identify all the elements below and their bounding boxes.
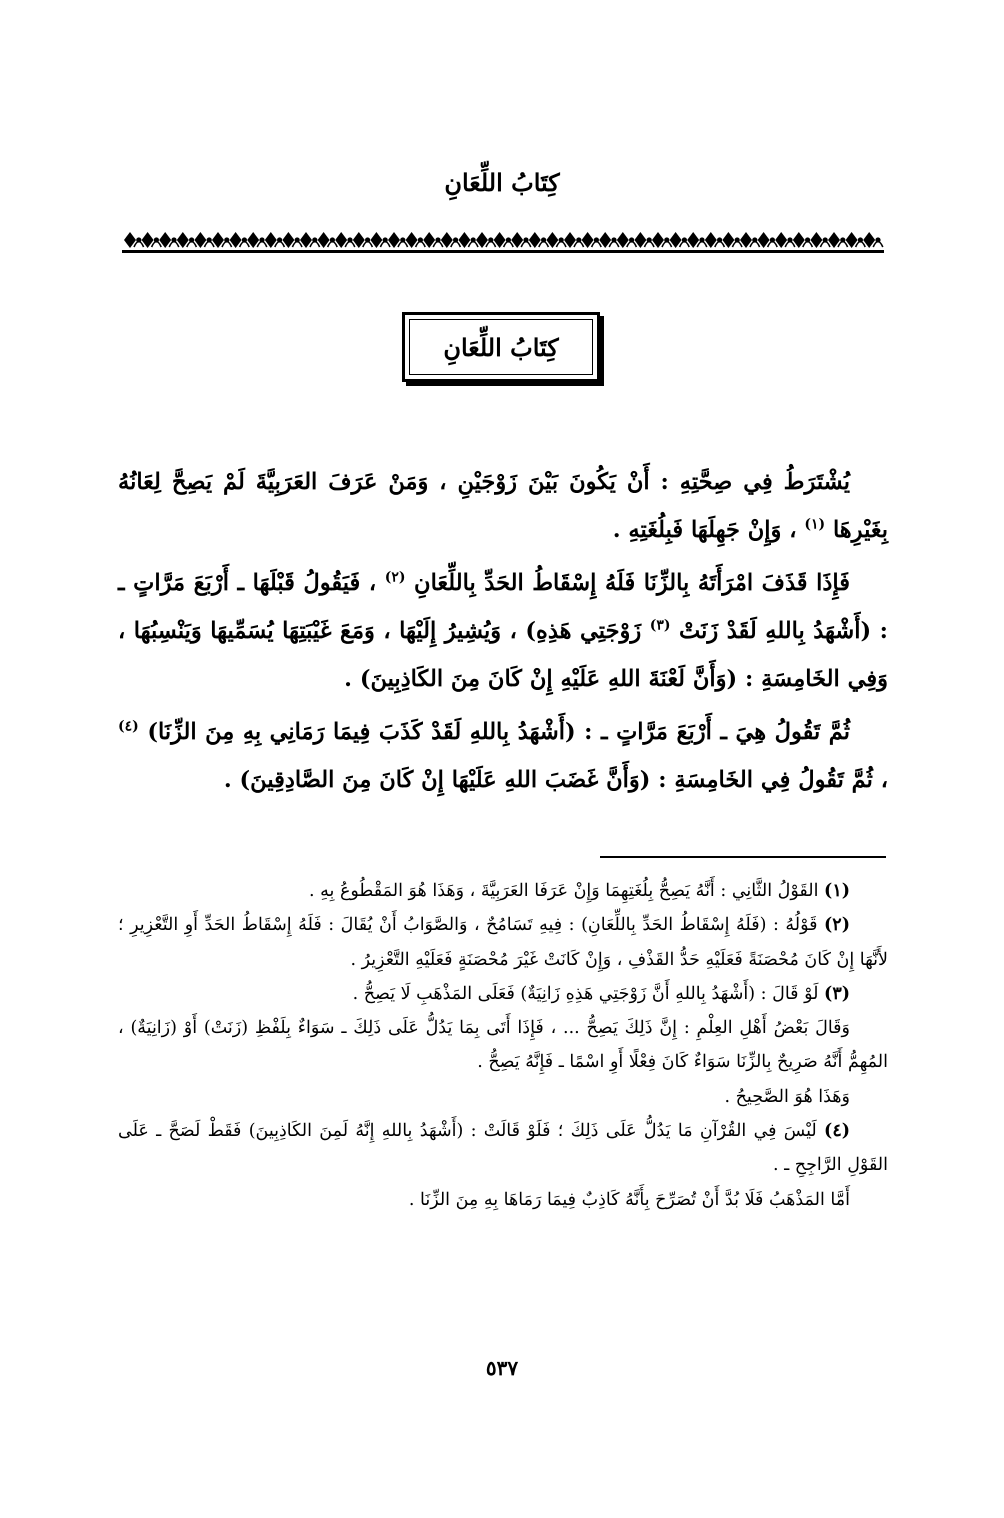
ornament-motif [793,232,813,248]
footnote-3-continued: وَقَالَ بَعْضُ أَهْلِ العِلْمِ : إِنَّ ذَلِكَ يَصِحُّ ... ، فَإِذَا أَتَى بِمَا يَدُلُّ عَلَى ذَلِكَ ـ سَوَاءٌ بِلَفْظِ (زَنَتْ) أَوْ (زَانِيَةٌ) ، المُهِمُّ أَنَّهُ صَرِيحٌ بِالزِّنَا سَوَاءٌ كَانَ فِعْلًا أَوِ اسْمًا ـ فَإِنَّهُ يَصِحُّ . [118,1018,888,1073]
footnote-4: (٤) لَيْسَ فِي القُرْآنِ مَا يَدُلُّ عَلَى ذَلِكَ ؛ فَلَوْ قَالَتْ : (أَشْهَدُ بِاللهِ إِنَّهُ لَمِنَ الكَاذِبِينَ) فَقَطْ لَصَحَّ ـ عَلَى القَوْلِ الرَّاجِحِ ـ . [118,1121,888,1176]
ornament-motif [423,232,443,248]
ornament-motif [863,232,883,248]
ornament-motif [265,232,285,248]
ornament-rule [122,250,884,253]
ornament-motif [705,232,725,248]
ornament-motif [458,232,478,248]
chapter-title-frame [402,312,600,382]
ornament-motif [582,232,602,248]
ornament-motif [177,232,197,248]
ornament-motif [494,232,514,248]
footnote-3: (٣) لَوْ قَالَ : (أَشْهَدُ بِاللهِ أَنَّ زَوْجَتِي هَذِهِ زَانِيَةٌ) فَعَلَى المَذْهَبِ لَا يَصِحُّ . [352,983,850,1004]
ornament-motif [828,232,848,248]
ornament-motif [353,232,373,248]
ornament-motif [740,232,760,248]
footnote-4-continued: أَمَّا المَذْهَبُ فَلَا بُدَّ أَنْ تُصَرِّحَ بِأَنَّهُ كَاذِبٌ فِيمَا رَمَاهَا بِهِ مِنَ الزِّنَا . [408,1189,850,1210]
ornament-motif [388,232,408,248]
ornament-motif [564,232,584,248]
footnote-1: (١) القَوْلُ الثَّانِي : أَنَّهُ يَصِحُّ بِلُغَتِهِمَا وَإِنْ عَرَفَا العَرَبِيَّةَ ، وَهَذَا هُوَ المَقْطُوعُ بِهِ . [309,881,850,901]
footnote-marker-2: (٢) [384,569,406,586]
ornament-motif [775,232,795,248]
ornament-motif [846,232,866,248]
footnote-marker-4: (٤) [118,718,139,735]
chapter-title: كِتَابُ اللِّعَانِ [443,332,559,362]
ornament-motif [441,232,461,248]
ornament-motif [529,232,549,248]
ornament-motif [142,232,162,248]
footnote-3-conclusion: وَهَذَا هُوَ الصَّحِيحُ . [724,1086,850,1107]
ornament-motif [546,232,566,248]
ornament-motif [230,232,250,248]
ornament-motif [124,232,144,248]
ornament-motif [476,232,496,248]
paragraph-2: فَإِذَا قَذَفَ امْرَأَتَهُ بِالزِّنَا فَلَهُ إِسْقَاطُ الحَدِّ بِاللِّعَانِ $^{(٢)}$ ، فَيَقُولُ قَبْلَهَا ـ أَرْبَعَ مَرَّاتٍ ـ : (أَشْهَدُ بِاللهِ لَقَدْ زَنَتْ $^{(٣)}$ زَوْجَتِي هَذِهِ) ، وَيُشِيرُ إِلَيْهَا ، وَمَعَ غَيْبَتِهَا يُسَمِّيهَا وَيَنْسِبُهَا ، وَفِي الخَامِسَةِ : (وَأَنَّ لَعْنَةَ اللهِ عَلَيْهِ إِنْ كَانَ مِنَ الكَاذِبِينَ) . [118,569,888,692]
ornament-motif [687,232,707,248]
ornament-motif [282,232,302,248]
ornament-motif [722,232,742,248]
paragraph-3: ثُمَّ تَقُولُ هِيَ ـ أَرْبَعَ مَرَّاتٍ ـ : (أَشْهَدُ بِاللهِ لَقَدْ كَذَبَ فِيمَا رَمَانِي بِهِ مِنَ الزِّنَا) $^{(٤)}$ ، ثُمَّ تَقُولُ فِي الخَامِسَةِ : (وَأَنَّ غَضَبَ اللهِ عَلَيْهَا إِنْ كَانَ مِنَ الصَّادِقِينَ) . [118,718,888,793]
running-header: كِتَابُ اللِّعَانِ [444,168,560,197]
ornament-motif [511,232,531,248]
ornament-motif [300,232,320,248]
ornamental-border [122,228,884,254]
ornament-motif [652,232,672,248]
footnote-2: (٢) قَوْلُهُ : (فَلَهُ إِسْقَاطُ الحَدِّ بِاللِّعَانِ) : فِيهِ تَسَامُحٌ ، وَالصَّوَابُ أَنْ يُقَالَ : فَلَهُ إِسْقَاطُ الحَدِّ أَوِ التَّعْزِيرِ ؛ لأَنَّهَا إِنْ كَانَ مُحْصَنَةً فَعَلَيْهِ حَدُّ القَذْفِ ، وَإِنْ كَانَتْ غَيْرَ مُحْصَنَةٍ فَعَلَيْهِ التَّعْزِيرُ . [118,915,888,970]
ornament-motif [406,232,426,248]
ornament-motif [634,232,654,248]
main-text [118,458,888,809]
paragraph-1: يُشْتَرَطُ فِي صِحَّتِهِ : أَنْ يَكُونَ بَيْنَ زَوْجَيْنِ ، وَمَنْ عَرَفَ العَرَبِيَّةَ لَمْ يَصِحَّ لِعَانُهُ بِغَيْرِهَا $^{(١)}$ ، وَإِنْ جَهِلَهَا فَبِلُغَتِهِ . [118,469,888,543]
ornament-motif [599,232,619,248]
ornament-motif [370,232,390,248]
footnote-marker-3: (٣) [649,617,671,634]
ornament-motif [758,232,778,248]
ornament-motif [670,232,690,248]
footnotes [118,874,888,1217]
footnote-marker-1: (١) [804,516,826,533]
footnote-separator [600,856,886,858]
ornament-motif [617,232,637,248]
ornament-motif [194,232,214,248]
ornament-motif [247,232,267,248]
ornament-motif [810,232,830,248]
ornament-motif [212,232,232,248]
page-number: ٥٣٧ [485,1356,519,1380]
ornament-motif [318,232,338,248]
ornament-motif [335,232,355,248]
ornament-motif [159,232,179,248]
